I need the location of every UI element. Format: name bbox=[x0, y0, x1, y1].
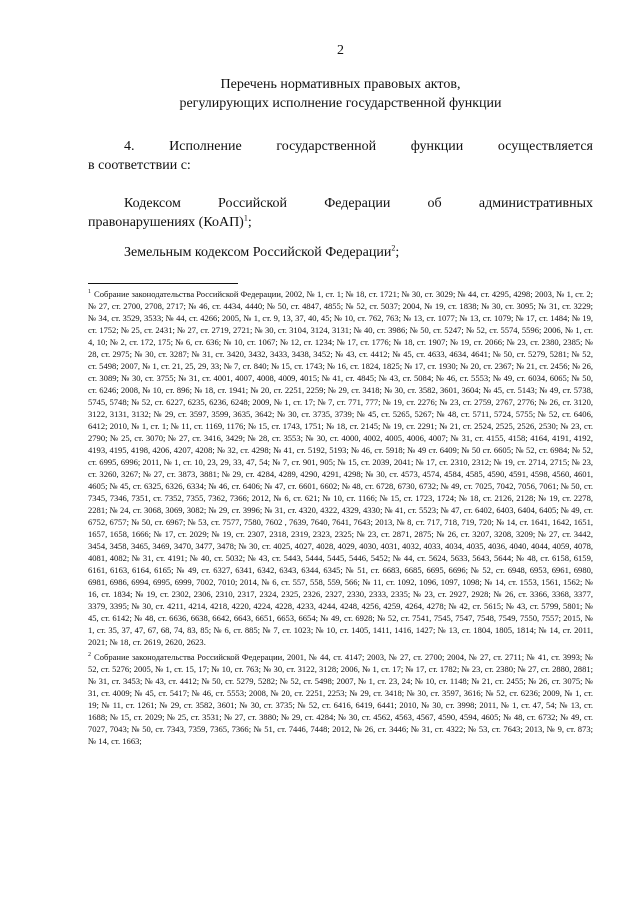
koap-end: ; bbox=[247, 215, 252, 230]
koap-text: правонарушениях (КоАП) bbox=[88, 215, 244, 230]
heading-line-1: Перечень нормативных правовых актов, bbox=[220, 77, 461, 92]
section-heading bbox=[88, 75, 593, 113]
footnote-separator bbox=[88, 283, 238, 284]
footnote-1 bbox=[88, 288, 593, 648]
footnote-1-mark: 1 bbox=[88, 289, 91, 296]
footnote-ref-1[interactable]: 1 bbox=[243, 213, 248, 223]
land-code-text: Земельным кодексом Российской Федерации bbox=[124, 245, 392, 260]
footnote-1-text: Собрание законодательства Российской Федерации, 2002, № 1, ст. 1; № 18, ст. 1721; № 30, ст. 3029; № 44, ст. 4295, 4298; 2003, № 1, ст. 2; № 27, ст. 2700, 2708, 2717; № 46, ст. 4434, 4440; № 50, ст. 4847, 4855; № 52, ст. 5037; 2004, № 19, ст. 1838; № 30, ст. 3095; № 31, ст. 3229; № 34, ст. 3529, 3533; № 44, ст. 4266; 2005, № 1, ст. 9, 13, 37, 40, 45; № 10, ст. 762, 763; № 13, ст. 1077; № 13, ст. 1079; № 17, ст. 1484; № 19, ст. 1752; № 25, ст. 2431; № 27, ст. 2719, 2721; № 30, ст. 3104, 3124, 3131; № 40, ст. 3986; № 50, ст. 5247; № 52, ст. 5574, 5596; 2006, № 1, ст. 4, 10; № 2, ст. 172, 175; № 6, ст. 636; № 10, ст. 1067; № 12, ст. 1234; № 17, ст. 1776; № 18, ст. 1907; № 19, ст. 2066; № 23, ст. 2380, 2385; № 28, ст. 2975; № 30, ст. 3287; № 31, ст. 3420, 3432, 3433, 3438, 3452; № 43, ст. 4412; № 45, ст. 4633, 4634, 4641; № 50, ст. 5279, 5281; № 52, ст. 5498; 2007, № 1, ст. 21, 25, 29, 33; № 7, ст. 840; № 15, ст. 1743; № 16, ст. 1824, 1825; № 17, ст. 1930; № 20, ст. 2367; № 21, ст. 2456; № 26, ст. 3089; № 30, ст. 3755; № 31, ст. 4001, 4007, 4008, 4009, 4015; № 41, ст. 4845; № 43, ст. 5084; № 46, ст. 5553; № 49, ст. 6034, 6065; № 50, ст. 6246; 2008, № 10, ст. 896; № 18, ст. 1941; № 20, ст. 2251, 2259; № 29, ст. 3418; № 30, ст. 3582, 3601, 3604; № 45, ст. 5143; № 49, ст. 5738, 5745, 5748; № 52, ст. 6227, 6235, 6236, 6248; 2009, № 1, ст. 17; № 7, ст. 771, 777; № 19, ст. 2276; № 23, ст. 2759, 2767, 2776; № 26, ст. 3120, 3122, 3131, 3132; № 29, ст. 3597, 3599, 3635, 3642; № 30, ст. 3735, 3739; № 45, ст. 5265, 5267; № 48, ст. 5711, 5724, 5755; № 52, ст. 6406, 6412; 2010, № 1, ст. 1; № 11, ст. 1169, 1176; № 15, ст. 1743, 1751; № 18, ст. 2145; № 19, ст. 2291; № 21, ст. 2524, 2525, 2526, 2530; № 23, ст. 2790; № 25, ст. 3070; № 27, ст. 3416, 3429; № 28, ст. 3553; № 30, ст. 4000, 4002, 4005, 4006, 4007; № 31, ст. 4155, 4158; 4164, 4191, 4192, 4193, 4195, 4198, 4206, 4207, 4208; № 32, ст. 4298; № 41, ст. 5192, 5193; № 46, ст. 5918; № 49 ст. 6409; № 50 ст. 6605; № 52, ст. 6984; № 52, ст. 6995, 6996; 2011, № 1, ст. 10, 23, 29, 33, 47, 54; № 7, ст. 901, 905; № 15, ст. 2039, 2041; № 17, ст. 2310, 2312; № 19, ст. 2714, 2715; № 23, ст. 3260, 3267; № 27, ст. 3873, 3881; № 29, ст. 4284, 4289, 4290, 4291, 4298; № 30, ст. 4573, 4574, 4584, 4585, 4590, 4591, 4598, 4560, 4601, 4605; № 45, ст. 6325, 6326, 6334; № 46, ст. 6406; № 47, ст. 6601, 6602; № 48, ст. 6728, 6730, 6732; № 49, ст. 7025, 7042, 7056, 7061; № 50, ст. 7345, 7346, 7351, ст. 7352, 7355, 7362, 7366; 2012, № 6, ст. 621; № 10, ст. 1166; № 15, ст. 1723, 1724; № 18, ст. 2126, 2128; № 19, ст. 2278, 2281; № 24, ст. 3068, 3069, 3082; № 29, ст. 3996; № 31, ст. 4320, 4322, 4329, 4330; № 41, ст. 5523; № 47, ст. 6402, 6403, 6404, 6405; № 49, ст. 6752, 6757; № 50, ст. 6967; № 53, ст. 7577, 7580, 7602 , 7639, 7640, 7641, 7643; 2013, № 8, ст. 717, 718, 719, 720; № 14, ст. 1641, 1642, 1651, 1657, 1658, 1666; № 17, ст. 2029; № 19, ст. 2307, 2318, 2319, 2323, 2325; № 23, ст. 2871, 2875; № 26, ст. 3207, 3208, 3209; № 27, ст. 3442, 3454, 3458, 3465, 3469, 3470, 3477, 3478; № 30, ст. 4025, 4027, 4028, 4029, 4030, 4031, 4032, 4033, 4034, 4035, 4036, 4040, 4044, 4059, 4078, 4081, 4082; № 31, ст. 4191; № 40, ст. 5032; № 43, ст. 5443, 5444, 5445, 5446, 5452; № 44, ст. 5624, 5633, 5643, 5644; № 48, ст. 6158, 6159, 6161, 6163, 6164, 6165; № 49, ст. 6327, 6341, 6342, 6343, 6344, 6345; № 51, ст. 6683, 6685, 6695, 6696; № 52, ст. 6948, 6953, 6961, 6980, 6981, 6986, 6994, 6995, 6999, 7002, 7010; 2014, № 6, ст. 557, 558, 559, 566; № 11, ст. 1092, 1096, 1097, 1098; № 14, ст. 1553, 1561, 1562; № 16, ст. 1834; № 19, ст. 2302, 2306, 2310, 2317, 2324, 2325, 2326, 2327, 2330, 2333, 2335; № 23, ст. 2927, 2928; № 26, ст. 3366, 3368, 3377, 3379, 3395; № 30, ст. 4211, 4214, 4218, 4220, 4224, 4228, 4233, 4244, 4248, 4256, 4259, 4264, 4278; № 42, ст. 5615; № 43, ст. 5799, 5801; № 45, ст. 6142; № 48, ст. 6636, 6638, 6642, 6643, 6651, 6653, 6654; № 49, ст. 6928; № 52, ст. 7541, 7545, 7547, 7548, 7549, 7550, 7557; 2015, № 1, ст. 35, 37, 47, 67, 68, 74, 83, 85; № 6, ст. 885; № 7, ст. 1023; № 10, ст. 1405, 1411, 1416, 1427; № 13, ст. 1804, 1805, 1814; № 14, ст. 2011, 2021; № 18, ст. 2619, 2620, 2623. bbox=[88, 289, 593, 647]
footnote-2-mark: 2 bbox=[88, 652, 91, 659]
page-number: 2 bbox=[337, 43, 344, 58]
heading-line-2: регулирующих исполнение государственной функции bbox=[179, 96, 502, 111]
paragraph-koap bbox=[88, 194, 593, 232]
footnote-2 bbox=[88, 651, 593, 747]
paragraph-4-line-2: в соответствии с: bbox=[88, 158, 191, 173]
footnote-ref-2[interactable]: 2 bbox=[391, 243, 396, 253]
paragraph-koap-line-1: Кодексом Российской Федерации об административных bbox=[124, 196, 593, 211]
paragraph-4-line-1: 4. Исполнение государственной функции осуществляется bbox=[124, 139, 593, 154]
paragraph-land-code bbox=[88, 243, 593, 262]
footnote-2-text: Собрание законодательства Российской Федерации, 2001, № 44, ст. 4147; 2003, № 27, ст. 2700; 2004, № 27, ст. 2711; № 41, ст. 3993; № 52, ст. 5276; 2005, № 1, ст. 15, 17; № 10, ст. 763; № 30, ст. 3122, 3128; 2006, № 1, ст. 17; № 17, ст. 1782; № 23, ст. 2380; № 27, ст. 2880, 2881; № 31, ст. 3453; № 43, ст. 4412; № 50, ст. 5279, 5282; № 52, ст. 5498; 2007, № 1, ст. 23, 24; № 10, ст. 1148; № 21, ст. 2455; № 26, ст. 3075; № 31, ст. 4009; № 45, ст. 5417; № 46, ст. 5553; 2008, № 20, ст. 2251, 2253; № 29, ст. 3418; № 30, ст. 3597, 3616; № 52, ст. 6236; 2009, № 1, ст. 19; № 11, ст. 1261; № 29, ст. 3582, 3601; № 30, ст. 3735; № 52, ст. 6416, 6419, 6441; 2010, № 30, ст. 3998; 2011, № 1, ст. 47, 54; № 13, ст. 1688; № 15, ст. 2029; № 25, ст. 3531; № 27, ст. 3880; № 29, ст. 4284; № 30, ст. 4562, 4563, 4567, 4590, 4594, 4605; № 48, ст. 6732; № 49, ст. 7027, 7043; № 50, ст. 7343, 7359, 7365, 7366; № 51, ст. 7446, 7448; 2012, № 26, ст. 3446; № 31, ст. 4322; № 53, ст. 7643; 2013, № 9, ст. 873; № 14, ст. 1663; bbox=[88, 652, 593, 746]
paragraph-koap-line-2 bbox=[88, 213, 593, 232]
paragraph-4 bbox=[88, 137, 593, 175]
land-code-end: ; bbox=[395, 245, 400, 260]
